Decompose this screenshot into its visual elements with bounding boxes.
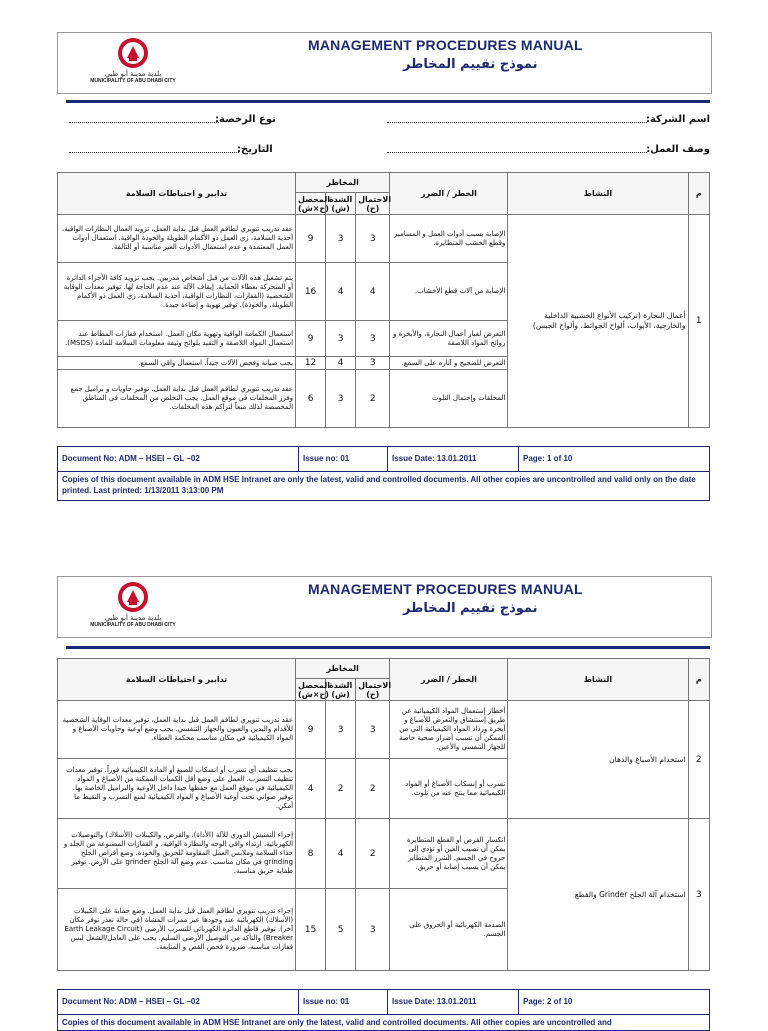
probability-cell: 2 <box>356 759 390 819</box>
probability-cell: 2 <box>356 819 390 889</box>
hazard-cell: التعرض لغبار أعمال النجارة، والأبخرة و روائح المواد اللاصقة <box>390 321 508 357</box>
severity-cell: 5 <box>326 889 356 971</box>
hazard-cell: الصدمة الكهربائية أو الحروق على الجسم. <box>390 889 508 971</box>
measures-cell: استعمال الكمامة الواقية وتهوية مكان العمل. استخدام قفازات المطاط عند استعمال المواد اللاصقة و التقيد بلوائح وثيقة معلومات السلامة للمادة (MSDS). <box>58 321 296 357</box>
header-no: م <box>688 659 709 701</box>
header-divider <box>66 646 710 649</box>
header-probability: الاحتمال (ح) <box>356 679 390 701</box>
date-label: التاريخ: <box>237 144 273 155</box>
logo-arabic-text: بلدية مدينة أبو ظبي <box>104 614 162 622</box>
municipality-logo <box>78 36 188 88</box>
risk-product-cell: 6 <box>296 370 326 428</box>
license-type-label: نوع الرخصة: <box>215 114 276 125</box>
header-measures: تدابير و احتياطات السلامة <box>58 173 296 215</box>
form-title-arabic: نموذج تقييم المخاطر <box>403 57 538 72</box>
header-measures: تدابير و احتياطات السلامة <box>58 659 296 701</box>
manual-title: MANAGEMENT PROCEDURES MANUAL <box>308 37 583 53</box>
date-field[interactable] <box>69 144 239 153</box>
header-product: المحصل (ح×ش) <box>296 193 326 215</box>
header-product: المحصل (ح×ش) <box>296 679 326 701</box>
header-hazard: الخطر / الضرر <box>390 659 508 701</box>
probability-cell: 2 <box>356 370 390 428</box>
header-risks: المخاطر <box>296 173 390 193</box>
row-number-cell: 3 <box>688 819 709 971</box>
table-header-row <box>58 659 710 679</box>
emblem-icon <box>116 36 150 70</box>
issue-number: Issue no: 01 <box>299 447 388 471</box>
table-header-row <box>58 173 710 193</box>
header-severity: الشدة (ش) <box>326 679 356 701</box>
footer-info-row <box>57 989 710 1015</box>
issue-date: Issue Date: 13.01.2011 <box>388 990 519 1014</box>
measures-cell: إجراء التفتيش الدوري للآلة (الأداة)، والقرص، والكيبلات (الأسلاك) والتوصيلات الكهربائية. ارتداء واقي الوجه والنظارة الواقية، و القفازات المصنوعة من الجلد و حذاء السلامة وملابس العمل المقاومة للحريق والخوذة. وضع أقراص الجلخ grinding في مكان مناسب. عدم وضع آلة الجلخ grinder على الأرض. توفير طفاية حريق مناسبة. <box>58 819 296 889</box>
row-number-cell: 1 <box>688 215 709 428</box>
emblem-icon <box>116 580 150 614</box>
risk-product-cell: 15 <box>296 889 326 971</box>
table-row <box>58 215 710 263</box>
copy-notice: Copies of this document available in ADM HSE Intranet are only the latest, valid and controlled documents. All other copies are uncontrolled and valid only on the date printed. Last printed: 1/13/2011 3:13:00 PM <box>57 472 710 501</box>
severity-cell: 4 <box>326 357 356 370</box>
measures-cell: عقد تدريب تنويري لطاقم العمل قبل بداية العمل، توفير معدات الوقاية الشخصية للأقدام واليدين والعيون والجهاز التنفسي. يجب وضع أوعية وحاويات الأصباغ و المواد الكيميائية في مكان مناسب محكمة الغطاء. <box>58 701 296 759</box>
hazard-cell: تسرب أو إنسكاب الأصباغ أو المواد الكيميائية مما ينتج عنه من تلوث. <box>390 759 508 819</box>
table-row <box>58 819 710 889</box>
hazard-cell: المخلفات وإحتمال التلوث <box>390 370 508 428</box>
risk-product-cell: 4 <box>296 759 326 819</box>
logo-english-text: MUNICIPALITY OF ABU DHABI CITY <box>90 78 176 84</box>
risk-product-cell: 16 <box>296 263 326 321</box>
probability-cell: 3 <box>356 701 390 759</box>
company-name-label: اسم الشركة: <box>645 114 710 125</box>
header-hazard: الخطر / الضرر <box>390 173 508 215</box>
document-footer <box>57 989 710 1031</box>
risk-product-cell: 12 <box>296 357 326 370</box>
severity-cell: 2 <box>326 759 356 819</box>
measures-cell: إجراء تدريب تنويري لطاقم العمل قبل بداية العمل. وضع حماية على الكيبلات (الأسلاك) الكهربائية عند وجودها عبر ممرات المشاة (في حالة تعذر توفر مكان آخر). توفير قاطع الدائرة الكهربائي للتسرب الأرضي (Earth Leakage Circuit Breaker) والتأكد من التوصيل الأرضي السليم. يجب على العامل/الشغل لبس قفازات مناسبة، ضرورة فحص القص و المتابعة. <box>58 889 296 971</box>
hazard-cell: أخطار إستعمال المواد الكيميائية عن طريق إستنشاق والتعرض للأصباغ و أبخرة ورذاذ المواد الكيميائية التي من الممكن أن تسبب أضرار صحية خاصة للجهاز التنفسي والأعين. <box>390 701 508 759</box>
activity-cell: استخدام الأصباغ والدهان <box>508 701 688 819</box>
header-divider <box>66 100 710 103</box>
page-header <box>57 32 712 94</box>
measures-cell: عقد تدريب تنويري لطاقم العمل قبل بداية العمل، تزويد العمال النظارات الواقية، أحذية السلامة، زي العمل ذو الأكمام الطويلة والخوذة الواقية، استعمال أدوات العمل المعتمدة و عدم استعمال الأدوات الغير مناسبة أو التالفة. <box>58 215 296 263</box>
severity-cell: 4 <box>326 819 356 889</box>
company-name-field[interactable] <box>387 114 647 123</box>
header-activity: النشاط <box>508 659 688 701</box>
probability-cell: 3 <box>356 215 390 263</box>
risk-product-cell: 8 <box>296 819 326 889</box>
document-number: Document No: ADM – HSEI – GL –02 <box>58 990 299 1014</box>
probability-cell: 3 <box>356 321 390 357</box>
header-activity: النشاط <box>508 173 688 215</box>
document-number: Document No: ADM – HSEI – GL –02 <box>58 447 299 471</box>
municipality-logo <box>78 580 188 632</box>
logo-english-text: MUNICIPALITY OF ABU DHABI CITY <box>90 622 176 628</box>
manual-title: MANAGEMENT PROCEDURES MANUAL <box>308 581 583 597</box>
form-title-arabic: نموذج تقييم المخاطر <box>403 601 538 616</box>
header-severity: الشدة (ش) <box>326 193 356 215</box>
severity-cell: 4 <box>326 263 356 321</box>
work-description-field[interactable] <box>387 144 647 153</box>
activity-cell: استخدام آلة الجلخ Grinder والقطع <box>508 819 688 971</box>
header-risks: المخاطر <box>296 659 390 679</box>
severity-cell: 3 <box>326 701 356 759</box>
table-row <box>58 701 710 759</box>
hazard-cell: الإصابة من آلات قطع الأخشاب. <box>390 263 508 321</box>
measures-cell: يجب تنظيف أي تسرب أو انسكاب للصبغ أو المادة الكيميائية فوراً. توفير معدات تنظيف التسرب. العمل على وضع أقل الكميات الممكنة من الأصباغ و المواد الكيميائية في موقع العمل مع حفظها جيدا داخل الأوعية والبراميل الخاصة بها. توفير صواني تحت أوعية الأصباغ و المواد الكيميائية لمنع التسرب و التقيط ما أمكن. <box>58 759 296 819</box>
license-type-field[interactable] <box>69 114 219 123</box>
document-page-2 <box>0 540 768 1027</box>
form-fields <box>57 112 710 162</box>
work-description-label: وصف العمل: <box>646 144 710 155</box>
hazard-cell: الإصابة بسبب أدوات العمل و المسامير وقطع الخشب المتطايرة. <box>390 215 508 263</box>
risk-assessment-table <box>57 658 710 971</box>
probability-cell: 3 <box>356 357 390 370</box>
severity-cell: 3 <box>326 215 356 263</box>
risk-product-cell: 9 <box>296 321 326 357</box>
issue-date: Issue Date: 13.01.2011 <box>388 447 519 471</box>
severity-cell: 3 <box>326 321 356 357</box>
probability-cell: 4 <box>356 263 390 321</box>
risk-product-cell: 9 <box>296 215 326 263</box>
logo-arabic-text: بلدية مدينة أبو ظبي <box>104 70 162 78</box>
measures-cell: يتم تشغيل هذه الآلات من قبل أشخاص مدربين. يجب تزويد كافة الأجزاء الدائرة أو المتحركة بغطاء الحماية. إيقاف الآلة عند عدم الحاجة لها. توفير معدات الوقاية الشخصية (القفازات، النظارات الواقية، أحذية السلامة، زي العمل ذو الأكمام الطويلة، والخوذة). توفير تهوية و إضاءة جيدة. <box>58 263 296 321</box>
severity-cell: 3 <box>326 370 356 428</box>
hazard-cell: انكسار القرص أو القطع المتطايرة يمكن أن تصيب العين أو تؤدي إلى جروح في الجسم. الشرر المتطاير يمكن أن يسبب إصابة أو حريق. <box>390 819 508 889</box>
activity-cell: أعمال النجارة (تركيب الأنواع الخشبية الداخلية والخارجية، الأبواب، ألواح الجوائط، وألواح الجبس) <box>508 215 688 428</box>
page-header <box>57 576 712 638</box>
hazard-cell: التعرض للضجيج و آثاره على السمع. <box>390 357 508 370</box>
issue-number: Issue no: 01 <box>299 990 388 1014</box>
risk-assessment-table <box>57 172 710 428</box>
probability-cell: 3 <box>356 889 390 971</box>
header-probability: الاحتمال (ح) <box>356 193 390 215</box>
copy-notice: Copies of this document available in ADM HSE Intranet are only the latest, valid and controlled documents. All other copies are uncontrolled and <box>57 1015 710 1031</box>
measures-cell: يجب صيانة وفحص الآلات جيداً. استعمال واقي السمع. <box>58 357 296 370</box>
risk-product-cell: 9 <box>296 701 326 759</box>
footer-info-row <box>57 446 710 472</box>
measures-cell: عقد تدريب تنويري لطاقم العمل قبل بداية العمل. توفير حاويات و براميل جمع وفرز المخلفات في موقع العمل. يجب التخلص من المخلفات في المناطق المخصصة لذلك منعاً لتراكم هذه المخلفات. <box>58 370 296 428</box>
page-number: Page: 2 of 10 <box>523 997 573 1006</box>
page-number: Page: 1 of 10 <box>523 454 573 463</box>
row-number-cell: 2 <box>688 701 709 819</box>
header-no: م <box>688 173 709 215</box>
document-footer <box>57 446 710 501</box>
